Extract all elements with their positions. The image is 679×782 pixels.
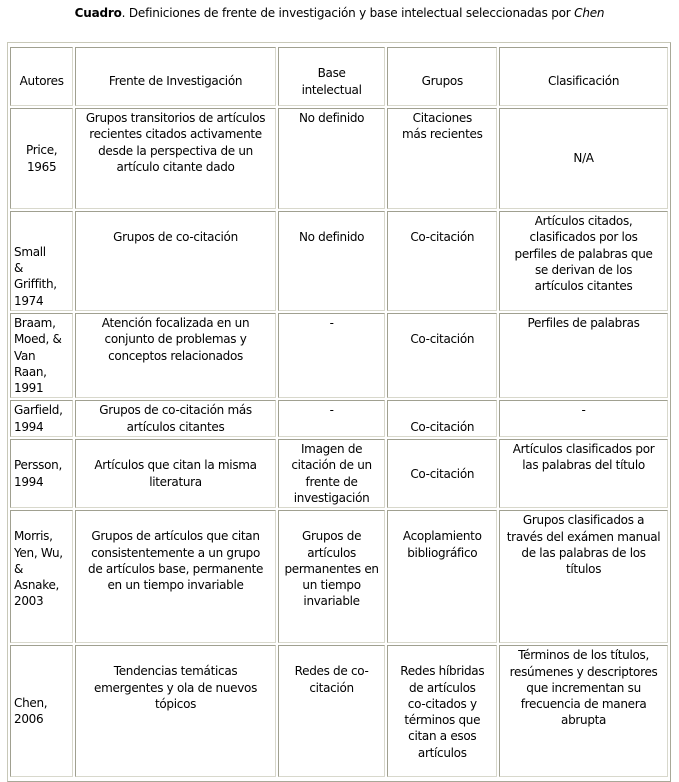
cell-frente: Grupos de co-citación más artículos citantes xyxy=(75,400,275,437)
caption-label: Cuadro xyxy=(74,6,122,20)
cell-autores: Small & Griffith, 1974 xyxy=(10,211,73,311)
table-header-row xyxy=(10,47,668,106)
caption-author: Chen xyxy=(574,6,605,20)
cell-autores: Persson, 1994 xyxy=(10,439,73,508)
table-caption xyxy=(0,6,679,20)
cell-base: Grupos de artículos permanentes en un tiempo invariable xyxy=(278,510,386,643)
table-row xyxy=(10,313,668,398)
table-row xyxy=(10,400,668,437)
cell-frente: Grupos de artículos que citan consistentemente a un grupo de artículos base, permanente en un tiempo invariable xyxy=(75,510,275,643)
cell-clasificacion: - xyxy=(499,400,668,437)
table-row xyxy=(10,108,668,209)
cell-base: No definido xyxy=(278,211,386,311)
header-autores: Autores xyxy=(10,47,73,106)
definitions-table-frame xyxy=(7,42,671,782)
cell-grupos: Co-citación xyxy=(387,313,497,398)
cell-clasificacion: Artículos citados, clasificados por los perfiles de palabras que se derivan de los artículos citantes xyxy=(499,211,668,311)
cell-frente: Grupos transitorios de artículos recientes citados activamente desde la perspectiva de un artículo citante dado xyxy=(75,108,275,209)
table-row xyxy=(10,439,668,508)
cell-clasificacion: N/A xyxy=(499,108,668,209)
table-row xyxy=(10,211,668,311)
cell-frente: Grupos de co-citación xyxy=(75,211,275,311)
cell-base: No definido xyxy=(278,108,386,209)
cell-base: Redes de co-citación xyxy=(278,645,386,777)
cell-frente: Atención focalizada en un conjunto de problemas y conceptos relacionados xyxy=(75,313,275,398)
cell-autores: Price, 1965 xyxy=(10,108,73,209)
cell-autores: Braam, Moed, & Van Raan, 1991 xyxy=(10,313,73,398)
cell-grupos: Acoplamiento bibliográfico xyxy=(387,510,497,643)
cell-base: - xyxy=(278,400,386,437)
cell-base: - xyxy=(278,313,386,398)
caption-text: . Definiciones de frente de investigación y base intelectual seleccionadas por xyxy=(121,6,575,20)
cell-frente: Tendencias temáticas emergentes y ola de nuevos tópicos xyxy=(75,645,275,777)
cell-grupos: Co-citación xyxy=(387,400,497,437)
header-frente: Frente de Investigación xyxy=(75,47,275,106)
cell-clasificacion: Perfiles de palabras xyxy=(499,313,668,398)
cell-base: Imagen de citación de un frente de investigación xyxy=(278,439,386,508)
cell-clasificacion: Grupos clasificados a través del exámen manual de las palabras de los títulos xyxy=(499,510,668,643)
cell-grupos: Co-citación xyxy=(387,439,497,508)
table-row xyxy=(10,645,668,777)
header-clasificacion: Clasificación xyxy=(499,47,668,106)
cell-grupos: Redes híbridas de artículos co-citados y términos que citan a esos artículos xyxy=(387,645,497,777)
cell-clasificacion: Artículos clasificados por las palabras del título xyxy=(499,439,668,508)
table-row xyxy=(10,510,668,643)
cell-frente: Artículos que citan la misma literatura xyxy=(75,439,275,508)
cell-clasificacion: Términos de los títulos, resúmenes y descriptores que incrementan su frecuencia de manera abrupta xyxy=(499,645,668,777)
cell-autores: Morris, Yen, Wu, & Asnake, 2003 xyxy=(10,510,73,643)
definitions-table xyxy=(8,45,670,779)
cell-grupos: Citaciones más recientes xyxy=(387,108,497,209)
header-grupos: Grupos xyxy=(387,47,497,106)
cell-grupos: Co-citación xyxy=(387,211,497,311)
cell-autores: Chen, 2006 xyxy=(10,645,73,777)
header-base: Base intelectual xyxy=(278,47,386,106)
cell-autores: Garfield, 1994 xyxy=(10,400,73,437)
